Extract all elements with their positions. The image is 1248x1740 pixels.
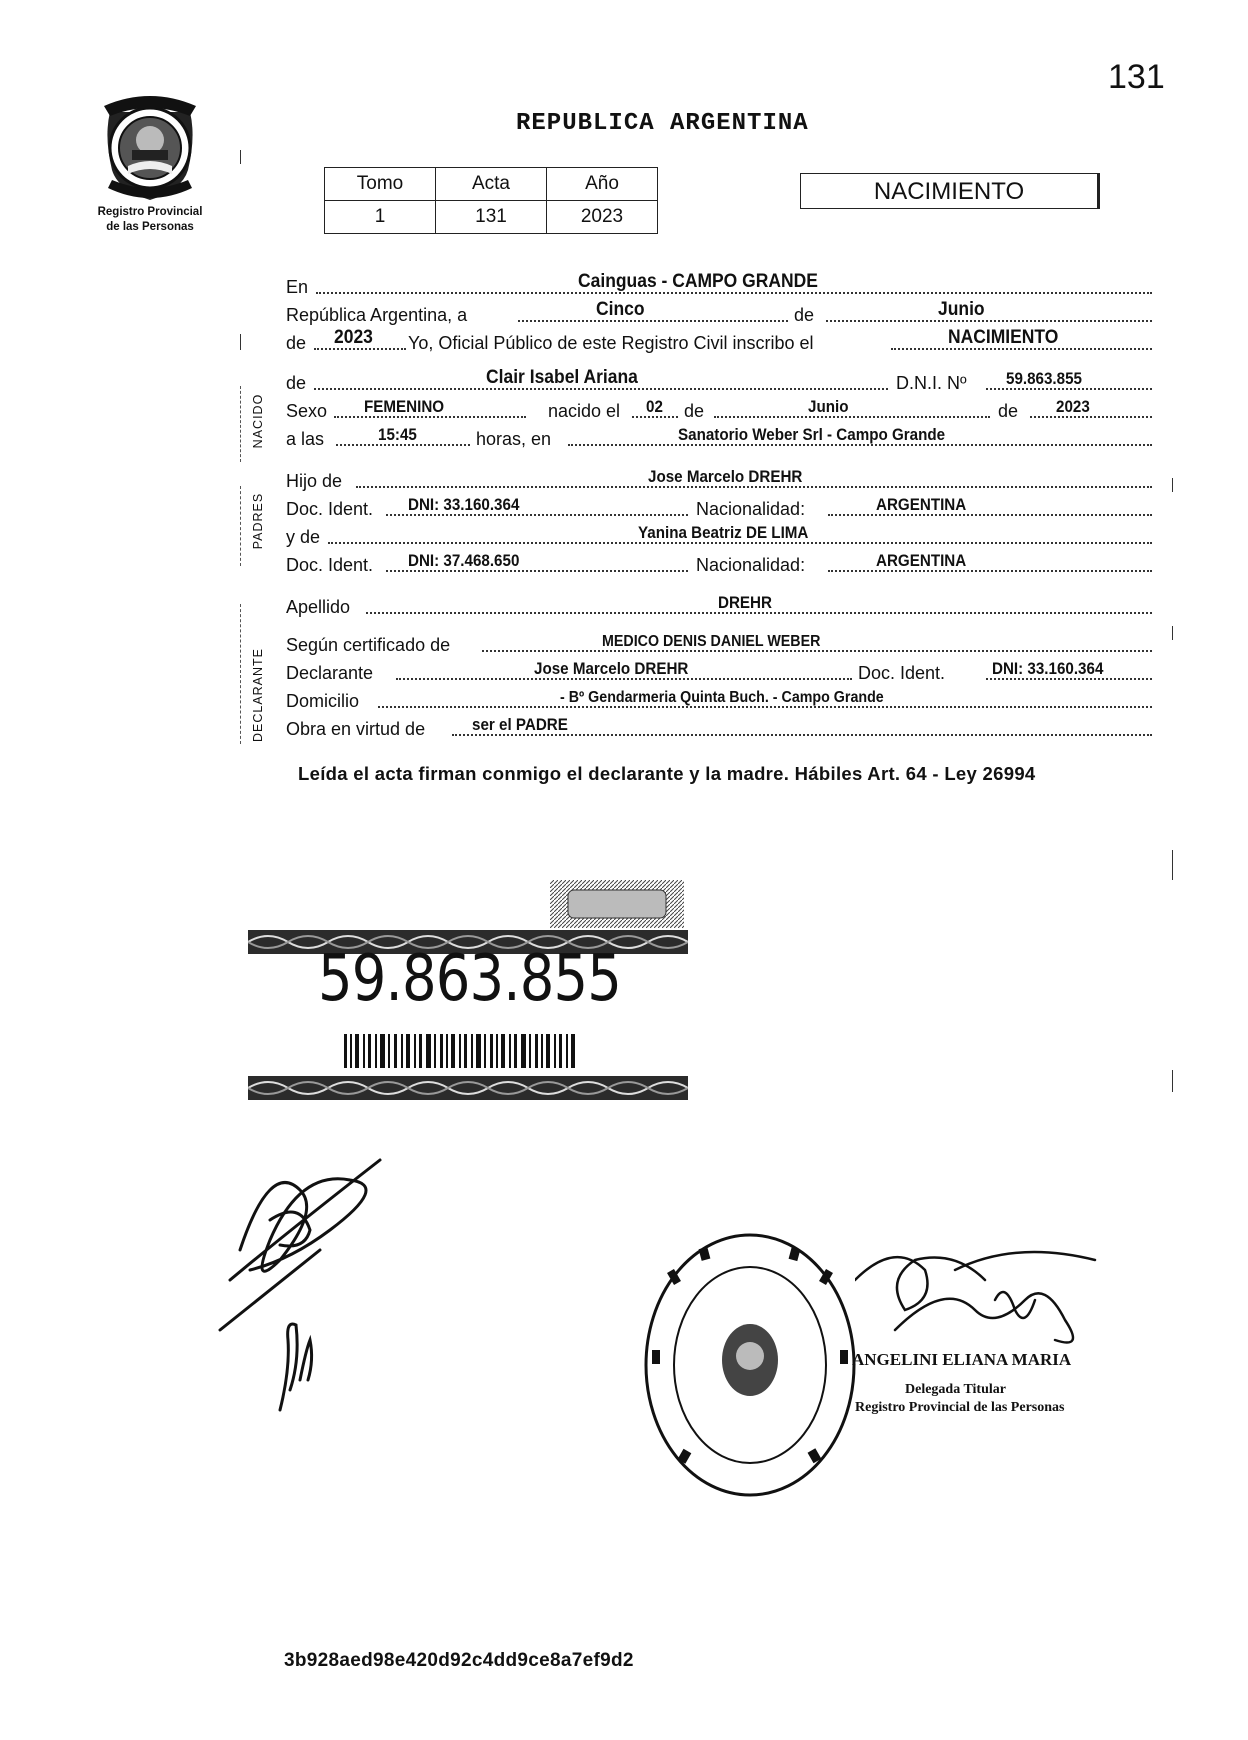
label-apellido: Apellido (286, 597, 351, 617)
official-name: ANGELINI ELIANA MARIA (852, 1350, 1072, 1369)
label-domicilio: Domicilio (286, 691, 360, 711)
official-org: Registro Provincial de las Personas (855, 1400, 1065, 1415)
acta-header: Acta (436, 168, 547, 201)
row-father (286, 466, 1152, 494)
logo-caption-line1: Registro Provincial (97, 206, 203, 218)
value-birth-day: 02 (646, 398, 663, 416)
label-de-4: de (684, 401, 705, 421)
value-father-doc: DNI: 33.160.364 (408, 496, 520, 514)
row-surname (286, 592, 1152, 620)
dni-large-number: 59.863.855 (318, 942, 621, 1016)
value-surname: DREHR (718, 594, 772, 612)
value-address: - Bº Gendarmeria Quinta Buch. - Campo Grande (560, 689, 884, 706)
row-time-place (286, 424, 1152, 452)
value-mother-nat: ARGENTINA (876, 552, 967, 570)
value-mother-doc: DNI: 37.468.650 (408, 552, 520, 570)
anio-header: Año (547, 168, 658, 201)
margin-mark (240, 150, 241, 164)
declarante-side-label: DECLARANTE (251, 647, 265, 743)
value-place: Cainguas - CAMPO GRANDE (578, 271, 818, 292)
margin-mark (1172, 850, 1173, 880)
label-de-2: de (286, 333, 307, 353)
nacido-bracket (240, 386, 241, 462)
label-nacionalidad-2: Nacionalidad: (696, 555, 806, 575)
label-a-las: a las (286, 429, 325, 449)
value-birth-month: Junio (808, 398, 849, 416)
row-capacity (286, 714, 1152, 742)
label-nacido-el: nacido el (548, 401, 621, 421)
label-doc-ident-1: Doc. Ident. (286, 499, 374, 519)
acta-value: 131 (436, 201, 547, 234)
guilloche-band-bottom (248, 1076, 688, 1100)
label-yo: Yo, Oficial Público de este Registro Civil inscribo el (408, 333, 814, 353)
dni-assignment-block (248, 880, 688, 1115)
label-nacionalidad-1: Nacionalidad: (696, 499, 806, 519)
label-horas-en: horas, en (476, 429, 552, 449)
row-sex-birth (286, 396, 1152, 424)
value-month: Junio (938, 299, 985, 320)
value-dni: 59.863.855 (1006, 370, 1082, 388)
row-date (286, 300, 1152, 328)
logo-caption-line2: de las Personas (106, 221, 194, 233)
country-title: REPUBLICA ARGENTINA (516, 110, 809, 137)
label-doc-ident-3: Doc. Ident. (858, 663, 946, 683)
label-sexo: Sexo (286, 401, 328, 421)
official-stamp (640, 1230, 860, 1500)
label-doc-ident-2: Doc. Ident. (286, 555, 374, 575)
value-father: Jose Marcelo DREHR (648, 468, 803, 486)
row-place (286, 272, 1152, 300)
value-birth-place: Sanatorio Weber Srl - Campo Grande (678, 426, 946, 444)
row-mother-doc (286, 550, 1152, 578)
row-mother (286, 522, 1152, 550)
label-hijo-de: Hijo de (286, 471, 343, 491)
label-y-de: y de (286, 527, 321, 547)
registry-logo (80, 92, 220, 234)
page-number: 131 (1108, 58, 1165, 96)
record-type-box: NACIMIENTO (800, 173, 1100, 209)
label-declarante: Declarante (286, 663, 374, 683)
padres-bracket (240, 486, 241, 566)
nacido-side-label: NACIDO (251, 393, 265, 449)
margin-mark (1172, 478, 1173, 492)
row-declarant (286, 658, 1152, 686)
value-declarant-doc: DNI: 33.160.364 (992, 660, 1104, 678)
value-mother: Yanina Beatriz DE LIMA (638, 524, 809, 542)
declarante-bracket (240, 604, 241, 744)
padres-side-label: PADRES (251, 492, 265, 550)
row-father-doc (286, 494, 1152, 522)
closing-text: Leída el acta firman conmigo el declarante y la madre. Hábiles Art. 64 - Ley 26994 (298, 763, 1036, 784)
value-year: 2023 (334, 327, 373, 348)
document-hash: 3b928aed98e420d92c4dd9ce8a7ef9d2 (284, 1650, 634, 1671)
official-role: Delegada Titular (905, 1382, 1006, 1397)
label-en: En (286, 277, 309, 297)
label-de-1: de (794, 305, 815, 325)
value-sex: FEMENINO (364, 398, 445, 416)
security-seal-icon (550, 880, 684, 928)
value-declarant: Jose Marcelo DREHR (534, 660, 689, 678)
value-time: 15:45 (378, 426, 417, 444)
provincial-seal-icon (98, 92, 202, 204)
row-certificate (286, 630, 1152, 658)
label-segun-cert: Según certificado de (286, 635, 451, 655)
declarant-signature (210, 1140, 430, 1420)
label-obra: Obra en virtud de (286, 719, 426, 739)
margin-mark (1172, 626, 1173, 640)
margin-mark (240, 334, 241, 350)
value-act: NACIMIENTO (948, 327, 1059, 348)
value-day-words: Cinco (596, 299, 645, 320)
margin-mark (1172, 1070, 1173, 1092)
value-certificate: MEDICO DENIS DANIEL WEBER (602, 633, 821, 650)
tomo-value: 1 (325, 201, 436, 234)
row-address (286, 686, 1152, 714)
row-year-act (286, 328, 1152, 356)
barcode-icon (344, 1030, 584, 1070)
value-name: Clair Isabel Ariana (486, 367, 638, 388)
value-birth-year: 2023 (1056, 398, 1090, 416)
tomo-header: Tomo (325, 168, 436, 201)
row-name (286, 368, 1152, 396)
value-capacity: ser el PADRE (472, 716, 568, 734)
label-dni: D.N.I. Nº (896, 373, 967, 393)
record-book-table (324, 167, 658, 234)
label-de-3: de (286, 373, 307, 393)
anio-value: 2023 (547, 201, 658, 234)
label-de-5: de (998, 401, 1019, 421)
label-republica: República Argentina, a (286, 305, 468, 325)
value-father-nat: ARGENTINA (876, 496, 967, 514)
